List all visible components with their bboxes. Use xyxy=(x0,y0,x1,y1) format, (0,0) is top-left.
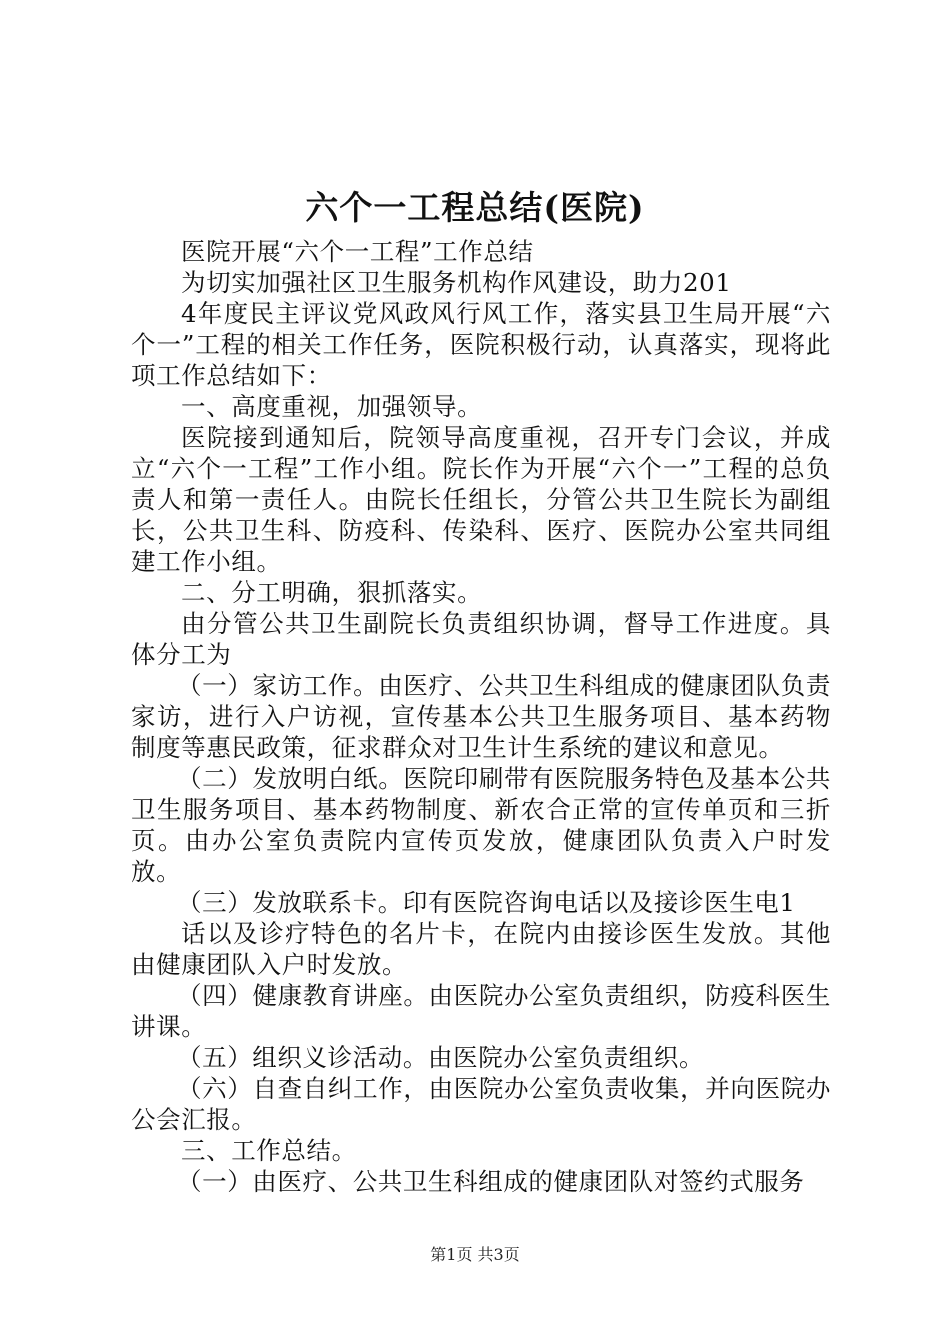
paragraph: 医院接到通知后，院领导高度重视，召开专门会议，并成立“六个一工程”工作小组。院长作为开展“六个一”工程的总负责人和第一责任人。由院长任组长，分管公共卫生院长为副组长，公共卫生科、防疫科、传染科、医疗、医院办公室共同组建工作小组。 xyxy=(131,423,831,576)
document-title: 六个一工程总结(医院) xyxy=(305,188,645,227)
paragraph-subtitle: 医院开展“六个一工程”工作总结 xyxy=(181,237,534,266)
paragraph: （一）家访工作。由医疗、公共卫生科组成的健康团队负责家访，进行入户访视，宣传基本公共卫生服务项目、基本药物制度等惠民政策，征求群众对卫生计生系统的建议和意见。 xyxy=(131,671,831,762)
section-heading: 三、工作总结。 xyxy=(181,1136,357,1165)
paragraph: （二）发放明白纸。医院印刷带有医院服务特色及基本公共卫生服务项目、基本药物制度、新农合正常的宣传单页和三折页。由办公室负责院内宣传页发放，健康团队负责入户时发放。 xyxy=(131,764,831,886)
paragraph: （一）由医疗、公共卫生科组成的健康团队对签约式服务 xyxy=(177,1167,805,1196)
paragraph: （三）发放联系卡。印有医院咨询电话以及接诊医生电1 xyxy=(177,888,796,917)
paragraph: 由分管公共卫生副院长负责组织协调，督导工作进度。具体分工为 xyxy=(131,609,831,669)
page-footer: 第1页 共3页 xyxy=(430,1245,520,1264)
paragraph: （四）健康教育讲座。由医院办公室负责组织，防疫科医生讲课。 xyxy=(131,981,831,1041)
section-heading: 二、分工明确，狠抓落实。 xyxy=(181,578,483,607)
paragraph: （五）组织义诊活动。由医院办公室负责组织。 xyxy=(177,1043,705,1072)
document-body xyxy=(131,236,831,1197)
paragraph: 4年度民主评议党风政风行风工作，落实县卫生局开展“六个一”工程的相关工作任务，医院积极行动，认真落实，现将此项工作总结如下： xyxy=(131,299,831,390)
paragraph: 为切实加强社区卫生服务机构作风建设，助力201 xyxy=(181,268,732,297)
section-heading: 一、高度重视，加强领导。 xyxy=(181,392,483,421)
paragraph: （六）自查自纠工作，由医院办公室负责收集，并向医院办公会汇报。 xyxy=(131,1074,831,1134)
paragraph: 话以及诊疗特色的名片卡，在院内由接诊医生发放。其他由健康团队入户时发放。 xyxy=(131,919,831,979)
